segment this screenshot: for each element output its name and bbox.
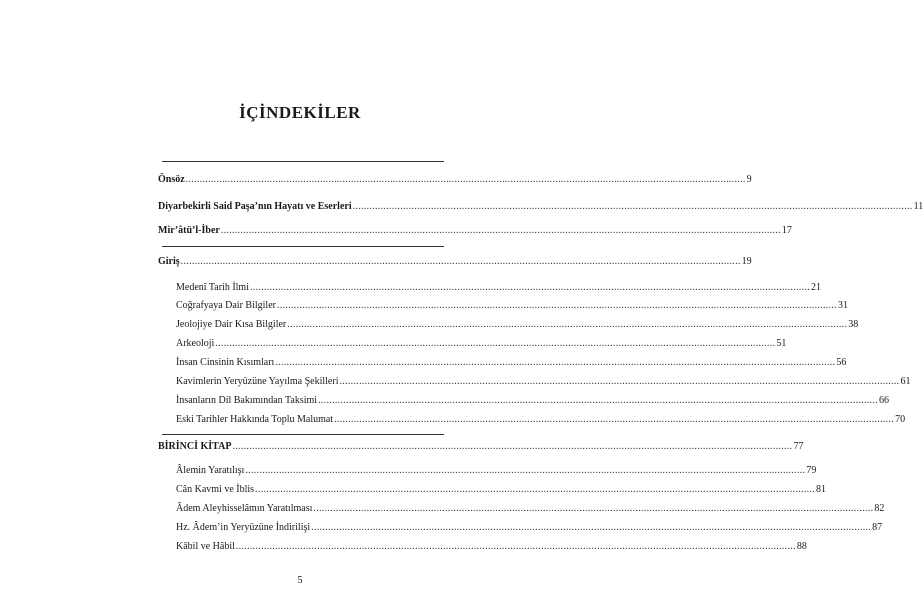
divider	[162, 434, 444, 435]
toc-entry-page: 19	[741, 256, 752, 267]
toc-entry-label: Mir’âtü’l-İber	[158, 225, 220, 236]
toc-entry-label: Âdem Aleyhisselâmın Yaratılması	[176, 503, 313, 514]
toc-leader-dots: ........................................................................................................................................................................................................	[287, 319, 848, 330]
toc-entry-page: 17	[781, 225, 792, 236]
toc-entry-page: 9	[746, 174, 752, 185]
page-title: İÇİNDEKİLER	[239, 103, 361, 122]
toc-entry-label: Hz. Âdem’in Yeryüzüne İndirilişi	[176, 522, 311, 533]
toc-leader-dots: ........................................................................................................................................................................................................	[276, 300, 837, 311]
divider	[162, 161, 444, 162]
toc-entry	[176, 337, 787, 351]
toc-entry-page: 81	[816, 484, 827, 495]
toc-leader-dots: ........................................................................................................................................................................................................	[275, 357, 836, 368]
toc-entry	[176, 281, 821, 295]
toc-leader-dots: ........................................................................................................................................................................................................	[339, 376, 900, 387]
toc-entry-label: Diyarbekirli Said Paşa’nın Hayatı ve Eserleri	[158, 201, 352, 212]
toc-entry-label: Coğrafyaya Dair Bilgiler	[176, 300, 276, 311]
toc-entry-label: Âlemin Yaratılışı	[176, 465, 245, 476]
toc-entry-label: Jeolojiye Dair Kısa Bilgiler	[176, 319, 287, 330]
toc-entry	[176, 299, 848, 313]
toc-entry	[158, 224, 792, 238]
toc-entry-page: 11	[913, 201, 923, 212]
toc-entry-page: 51	[776, 338, 787, 349]
toc-leader-dots: ........................................................................................................................................................................................................	[180, 256, 741, 267]
toc-entry	[176, 318, 859, 332]
toc-entry-label: Arkeoloji	[176, 338, 215, 349]
toc-entry	[176, 483, 827, 497]
toc-entry	[176, 375, 911, 389]
toc-leader-dots: ........................................................................................................................................................................................................	[232, 441, 793, 452]
toc-entry-label: Giriş	[158, 256, 180, 267]
toc-entry-page: 38	[848, 319, 859, 330]
toc-entry	[158, 255, 752, 269]
toc-leader-dots: ........................................................................................................................................................................................................	[318, 395, 879, 406]
toc-entry	[176, 464, 817, 478]
toc-leader-dots: ........................................................................................................................................................................................................	[334, 414, 895, 425]
toc-entry	[176, 502, 885, 516]
toc-leader-dots: ........................................................................................................................................................................................................	[220, 225, 781, 236]
toc-entry	[176, 521, 883, 535]
toc-entry-label: Önsöz	[158, 174, 185, 185]
toc-leader-dots: ........................................................................................................................................................................................................	[352, 201, 913, 212]
toc-leader-dots: ........................................................................................................................................................................................................	[311, 522, 872, 533]
toc-entry-page: 21	[811, 282, 821, 293]
toc-entry	[176, 413, 906, 427]
page-number: 5	[297, 575, 303, 586]
toc-entry-page: 79	[806, 465, 817, 476]
toc-entry-page: 66	[879, 395, 890, 406]
toc-entry-page: 88	[796, 541, 807, 552]
toc-entry-label: Cân Kavmi ve İblis	[176, 484, 255, 495]
toc-leader-dots: ........................................................................................................................................................................................................	[185, 174, 746, 185]
toc-leader-dots: ........................................................................................................................................................................................................	[215, 338, 776, 349]
toc-entry	[158, 200, 923, 214]
toc-entry-page: 61	[900, 376, 911, 387]
toc-leader-dots: ........................................................................................................................................................................................................	[255, 484, 816, 495]
toc-leader-dots: ........................................................................................................................................................................................................	[245, 465, 806, 476]
toc-entry	[158, 173, 752, 187]
toc-entry	[158, 440, 804, 454]
toc-leader-dots: ........................................................................................................................................................................................................	[250, 282, 810, 293]
toc-entry-page: 70	[895, 414, 906, 425]
divider	[162, 246, 444, 247]
toc-entry-page: 87	[872, 522, 883, 533]
toc-entry-label: BİRİNCİ KİTAP	[158, 441, 232, 452]
toc-entry-page: 56	[836, 357, 847, 368]
toc-entry-label: Kâbil ve Hâbil	[176, 541, 235, 552]
toc-entry-label: İnsanların Dil Bakımından Taksimi	[176, 395, 318, 406]
toc-leader-dots: ........................................................................................................................................................................................................	[235, 541, 796, 552]
toc-entry-label: İnsan Cinsinin Kısımları	[176, 357, 275, 368]
toc-entry-page: 31	[837, 300, 848, 311]
toc-leader-dots: ........................................................................................................................................................................................................	[313, 503, 874, 514]
toc-entry	[176, 540, 807, 554]
toc-entry-label: Eski Tarihler Hakkında Toplu Malumat	[176, 414, 334, 425]
toc-entry-page: 77	[793, 441, 804, 452]
toc-entry-page: 82	[874, 503, 885, 514]
toc-entry	[176, 356, 847, 370]
toc-entry-label: Medenî Tarih İlmi	[176, 282, 249, 293]
toc-entry-label: Kavimlerin Yeryüzüne Yayılma Şekilleri	[176, 376, 339, 387]
toc-entry	[176, 394, 890, 408]
